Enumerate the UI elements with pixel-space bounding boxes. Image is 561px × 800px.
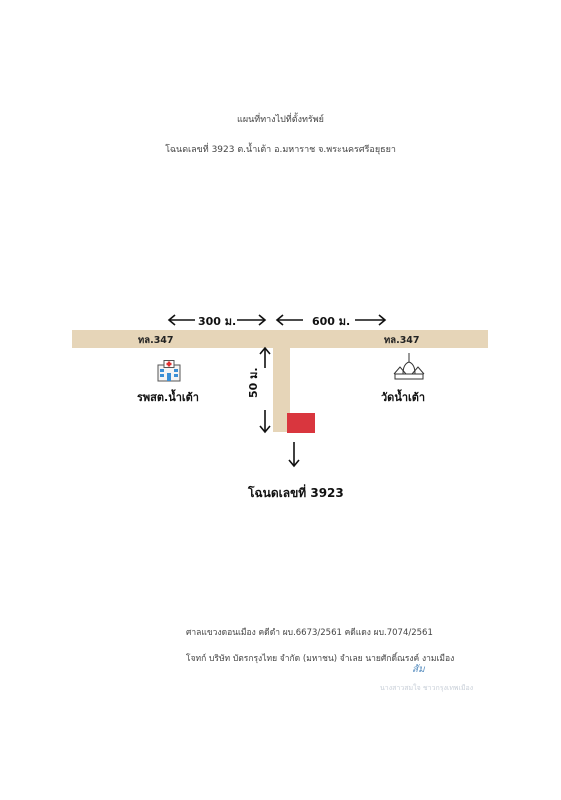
map-title: แผนที่ทางไปที่ตั้งทรัพย์ [237, 115, 324, 125]
distance-left-label: 300 ม. [198, 315, 237, 328]
temple-icon [392, 352, 426, 382]
temple-label: วัดน้ำเต้า [381, 391, 426, 404]
hospital-icon [157, 360, 181, 382]
plot-arrow [287, 440, 301, 470]
parties-line: โจทก์ บริษัท บัตรกรุงไทย จำกัด (มหาชน) จำเลย นายศักดิ์ณรงค์ งามเมือง [186, 654, 455, 664]
handwritten-initials: สัม [412, 664, 425, 675]
main-road [72, 330, 488, 348]
distance-right-label: 600 ม. [312, 315, 351, 328]
map-subtitle: โฉนดเลขที่ 3923 ต.น้ำเต้า อ.มหาราช จ.พระนครศรีอยุธยา [165, 145, 396, 155]
land-plot [287, 413, 315, 433]
certification-stamp: นางสาวสมใจ ชาวกรุงเทพเมือง [380, 684, 474, 692]
hospital-label: รพสต.น้ำเต้า [137, 391, 199, 404]
court-case-line: ศาลแขวงดอนเมือง คดีดำ ผบ.6673/2561 คดีแดง ผบ.7074/2561 [186, 628, 433, 638]
distance-down-label: 50 ม. [247, 367, 260, 398]
plot-label: โฉนดเลขที่ 3923 [248, 486, 344, 500]
road-label-left: ทล.347 [138, 335, 174, 346]
road-label-right: ทล.347 [384, 335, 420, 346]
